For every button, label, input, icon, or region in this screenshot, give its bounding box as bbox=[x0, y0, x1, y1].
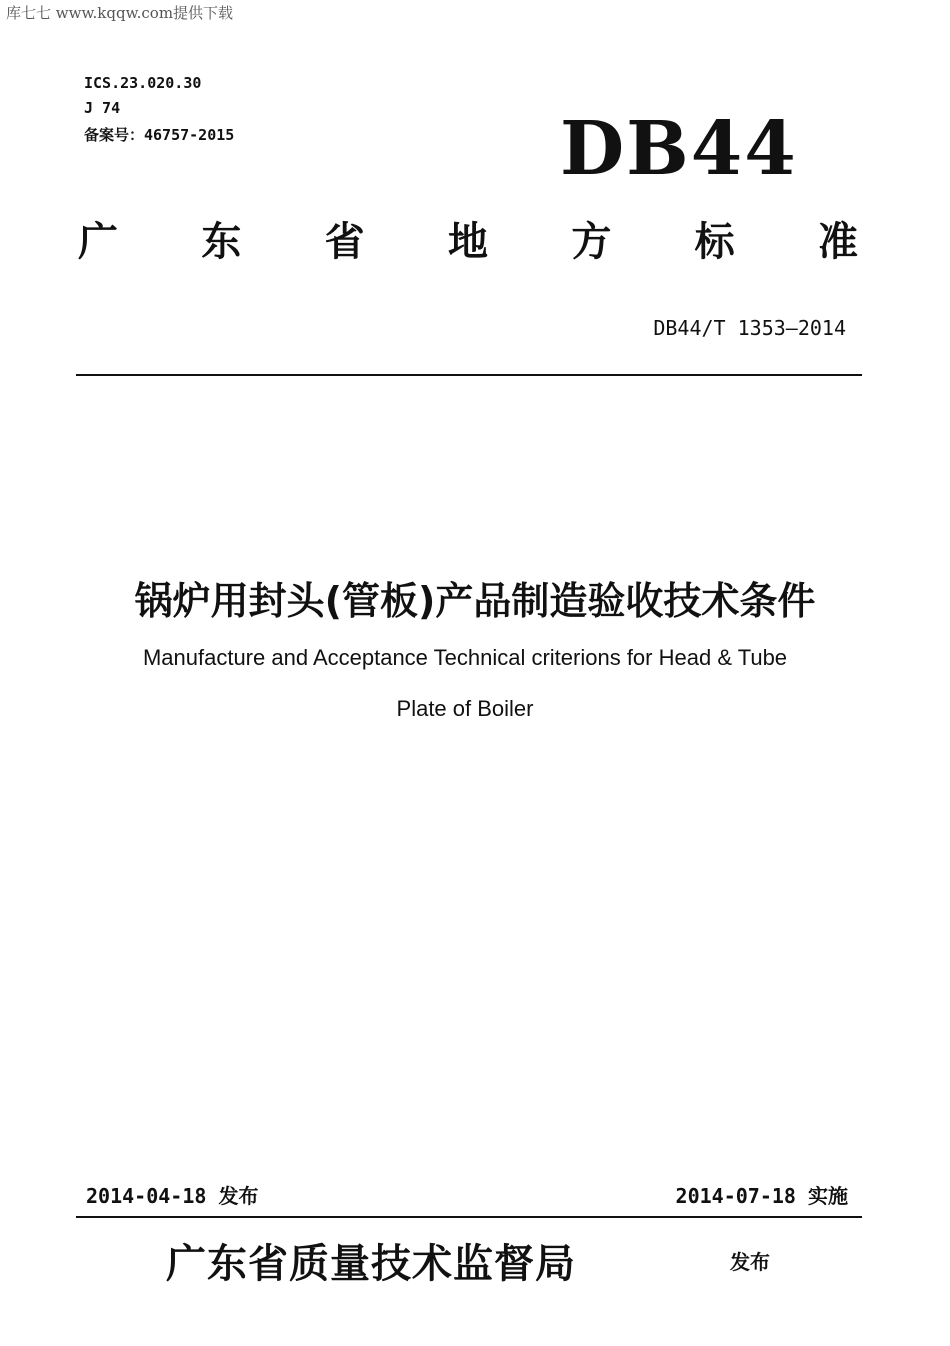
ics-code: ICS.23.020.30 bbox=[84, 74, 202, 92]
record-number: 备案号：46757-2015 bbox=[84, 126, 235, 144]
implementation-date: 2014-07-18 实施 bbox=[675, 1184, 848, 1208]
standard-logo: DB44 bbox=[560, 106, 798, 192]
heading-char: 东 bbox=[201, 219, 242, 265]
top-divider bbox=[76, 374, 862, 376]
standard-number: DB44/T 1353—2014 bbox=[653, 316, 846, 340]
document-heading bbox=[78, 219, 858, 265]
heading-char: 标 bbox=[694, 219, 735, 265]
heading-char: 地 bbox=[447, 219, 488, 265]
issue-date: 2014-04-18 发布 bbox=[86, 1184, 259, 1208]
watermark-text: 库七七 www.kqqw.com提供下载 bbox=[6, 4, 234, 22]
heading-char: 准 bbox=[817, 219, 858, 265]
ccs-code: J 74 bbox=[84, 99, 121, 117]
title-english-line1: Manufacture and Acceptance Technical criterions for Head & Tube bbox=[142, 645, 788, 670]
issuer-name: 广东省质量技术监督局 bbox=[166, 1240, 576, 1287]
title-chinese: 锅炉用封头(管板)产品制造验收技术条件 bbox=[134, 579, 816, 623]
heading-char: 广 bbox=[78, 219, 118, 265]
heading-char: 方 bbox=[571, 219, 612, 265]
title-english-line2: Plate of Boiler bbox=[396, 696, 534, 721]
issuer-suffix: 发布 bbox=[730, 1250, 770, 1274]
heading-char: 省 bbox=[324, 219, 365, 265]
bottom-divider bbox=[76, 1216, 862, 1218]
